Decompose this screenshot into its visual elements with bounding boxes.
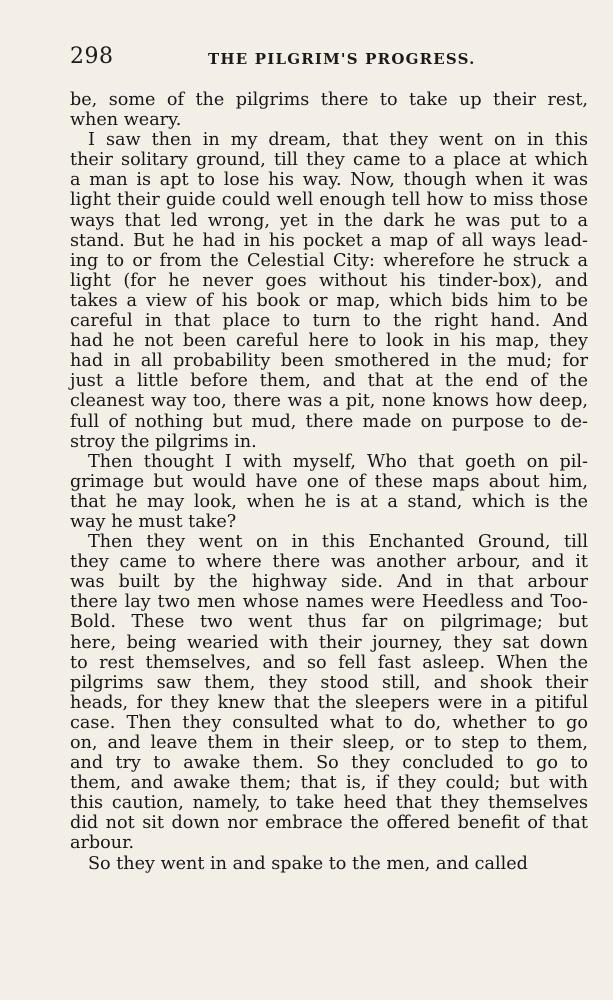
- text-line: there lay two men whose names were Heedless and Too-: [70, 592, 588, 613]
- text-line: arbour.: [70, 833, 135, 854]
- text-line: did not sit down nor embrace the offered benefit of that: [70, 813, 588, 834]
- paragraph: [70, 90, 588, 130]
- text-line: had he not been careful here to look in his map, they: [70, 331, 588, 352]
- text-line: I saw then in my dream, that they went on in this: [88, 130, 588, 151]
- text-line: just a little before them, and that at the end of the: [70, 371, 588, 392]
- text-line: be, some of the pilgrims there to take up their rest,: [70, 90, 588, 110]
- text-line: a man is apt to lose his way. Now, though when it was: [70, 170, 588, 191]
- text-line: case. Then they consulted what to do, whether to go: [70, 712, 588, 733]
- text-line: takes a view of his book or map, which bids him to be: [70, 290, 588, 311]
- text-line: pilgrims saw them, they stood still, and shook their: [70, 672, 588, 693]
- text-line: here, being wearied with their journey, they sat down: [70, 632, 588, 653]
- text-line: when weary.: [70, 110, 182, 131]
- text-line: heads, for they knew that the sleepers were in a pitiful: [70, 692, 588, 713]
- text-line: on, and leave them in their sleep, or to step to them,: [70, 733, 588, 753]
- text-line: way he must take?: [70, 511, 237, 532]
- body-text: [70, 90, 588, 874]
- text-line: Then they went on in this Enchanted Ground, till: [88, 532, 588, 553]
- text-line: and try to awake them. So they concluded to go to: [70, 753, 588, 774]
- paragraph: [70, 452, 588, 532]
- text-line: stroy the pilgrims in.: [70, 431, 257, 452]
- text-line: So they went in and spake to the men, and called: [88, 853, 528, 874]
- page-header: [70, 44, 590, 78]
- text-line: to rest themselves, and so fell fast asleep. When the: [70, 652, 588, 673]
- text-line: Then thought I with myself, Who that goeth on pil-: [88, 451, 588, 472]
- text-line: cleanest way too, there was a pit, none knows how deep,: [70, 391, 588, 412]
- text-line: stand. But he had in his pocket a map of all ways lead-: [70, 230, 588, 251]
- text-line: light (for he never goes without his tinder-box), and: [70, 270, 588, 291]
- text-line: grimage but would have one of these maps about him,: [70, 471, 588, 492]
- text-line: ing to or from the Celestial City: wherefore he struck a: [70, 250, 588, 271]
- text-line: careful in that place to turn to the right hand. And: [70, 311, 588, 332]
- text-line: Bold. These two went thus far on pilgrimage; but: [70, 612, 588, 633]
- paragraph: [70, 854, 588, 874]
- text-line: light their guide could well enough tell how to miss those: [70, 190, 588, 211]
- text-line: this caution, namely, to take heed that they themselves: [70, 793, 588, 814]
- text-line: them, and awake them; that is, if they could; but with: [70, 773, 588, 794]
- paragraph: [70, 532, 588, 854]
- text-line: ways that led wrong, yet in the dark he was put to a: [70, 210, 588, 231]
- page-number: 298: [70, 44, 114, 69]
- text-line: they came to where there was another arbour, and it: [70, 552, 588, 573]
- text-line: was built by the highway side. And in that arbour: [70, 572, 588, 593]
- running-head: THE PILGRIM'S PROGRESS.: [208, 50, 476, 68]
- text-line: their solitary ground, till they came to a place at which: [70, 150, 588, 171]
- text-line: that he may look, when he is at a stand, which is the: [70, 491, 588, 512]
- text-line: had in all probability been smothered in the mud; for: [70, 351, 588, 372]
- text-line: full of nothing but mud, there made on purpose to de-: [70, 411, 588, 432]
- paragraph: [70, 130, 588, 452]
